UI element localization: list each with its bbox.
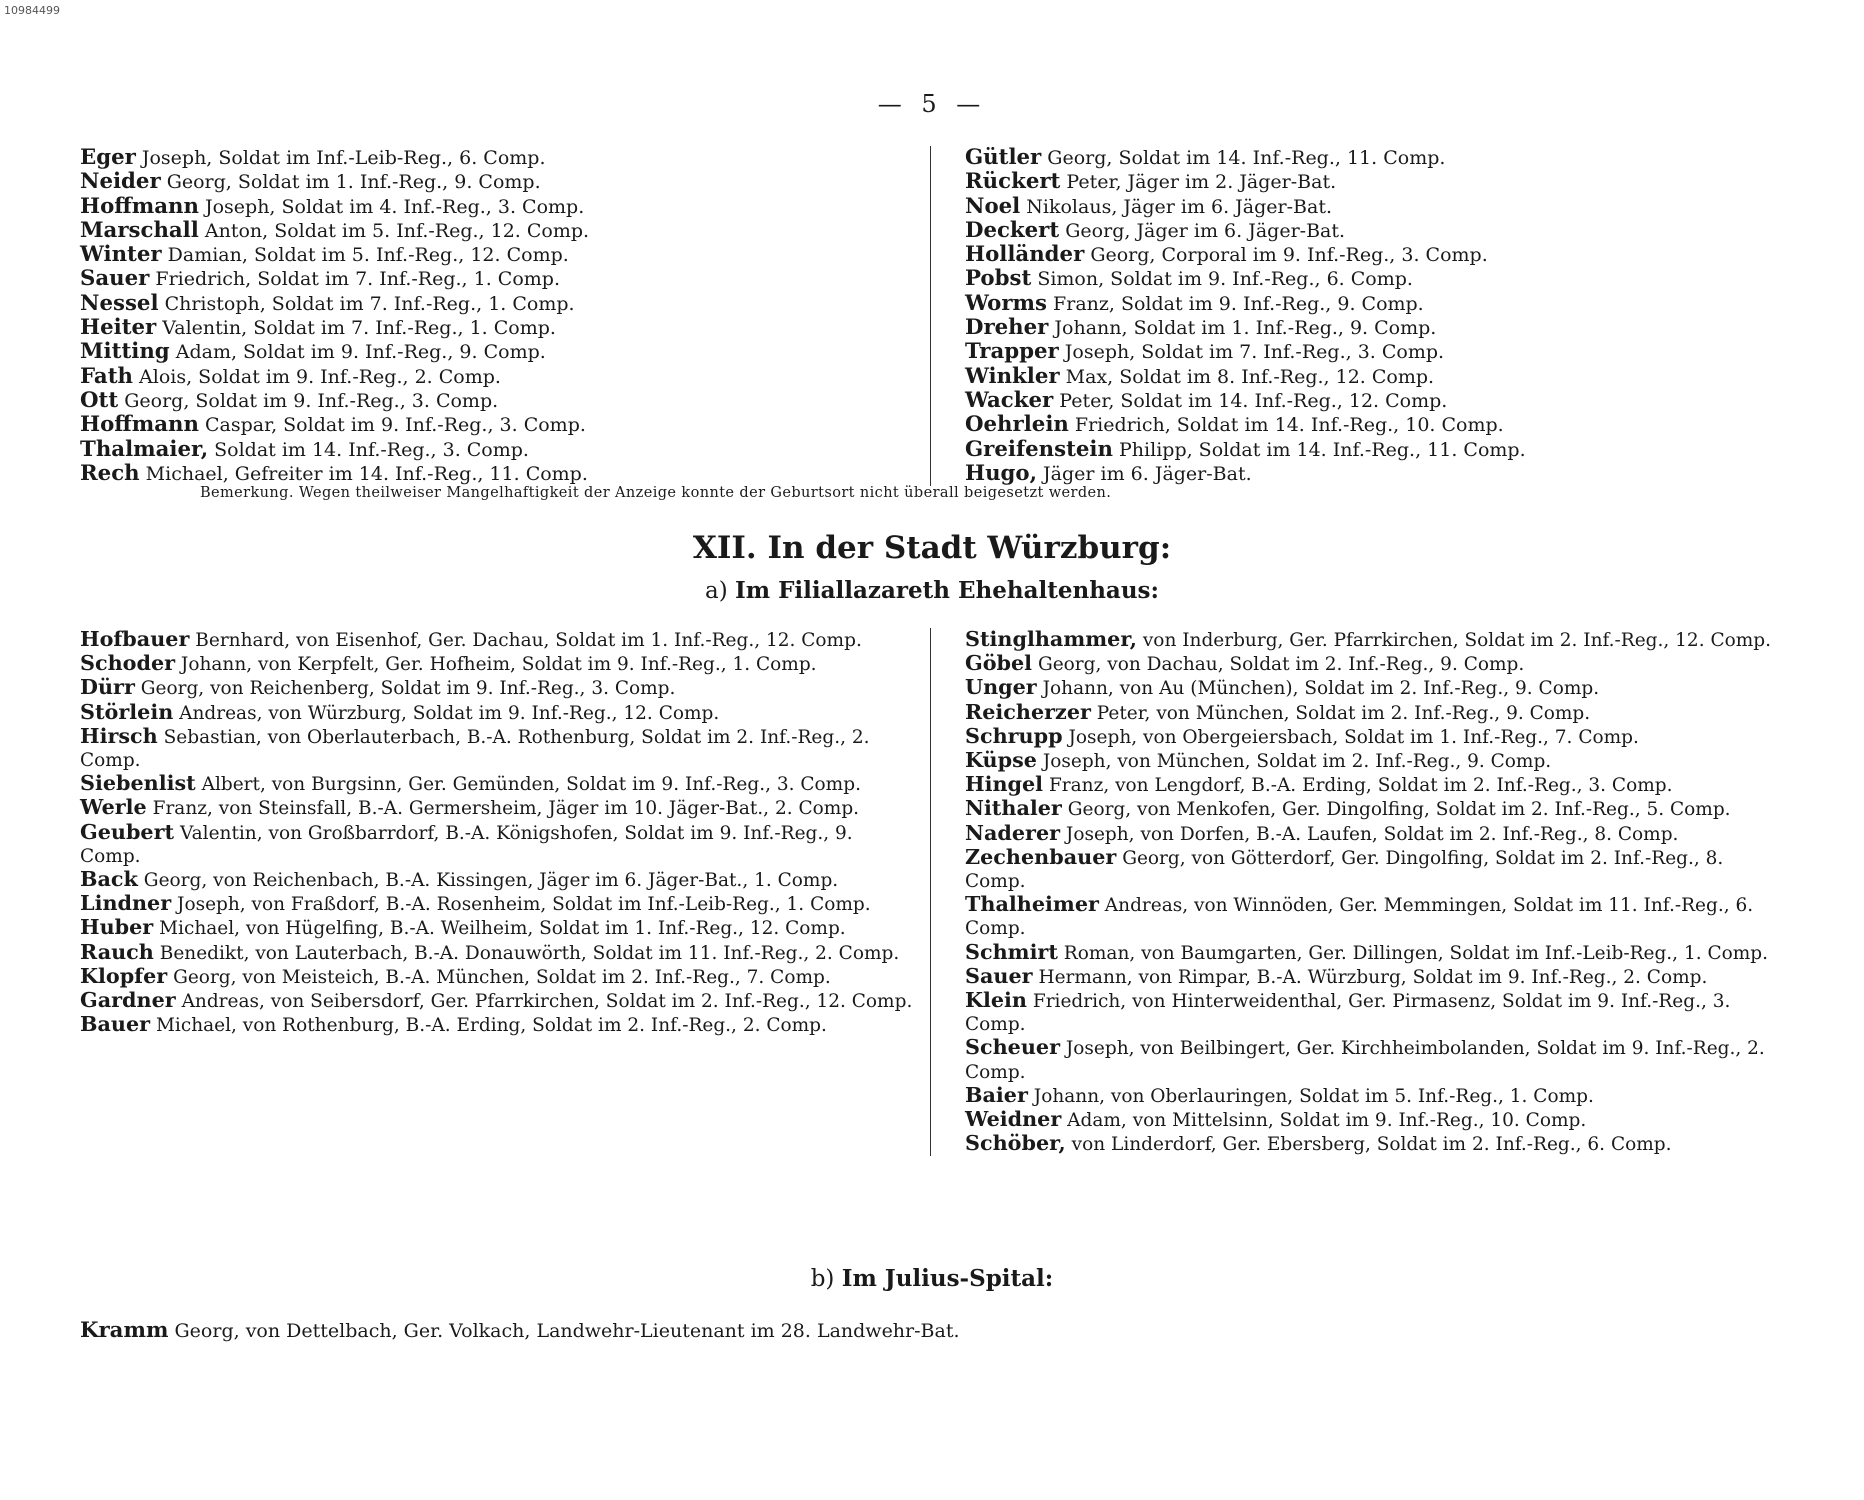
entry-details: Sebastian, von Oberlauterbach, B.-A. Rothenburg, Soldat im 2. Inf.-Reg., 2. Comp. [80, 726, 870, 772]
entry-details: Franz, von Lengdorf, B.-A. Erding, Soldat im 2. Inf.-Reg., 3. Comp. [1043, 775, 1673, 797]
entry-name: Göbel [965, 651, 1033, 676]
list-entry [965, 340, 1780, 364]
entry-details: Philipp, Soldat im 14. Inf.-Reg., 11. Comp. [1112, 438, 1526, 461]
list-entry [965, 243, 1780, 267]
list-entry [80, 316, 914, 340]
subsection-b-label: b) [810, 1266, 835, 1292]
entry-name: Nithaler [965, 796, 1062, 821]
entry-details: Andreas, von Winnöden, Ger. Memmingen, Soldat im 11. Inf.-Reg., 6. Comp. [965, 895, 1754, 940]
entry-details: Friedrich, von Hinterweidenthal, Ger. Pirmasenz, Soldat im 9. Inf.-Reg., 3. Comp. [965, 991, 1731, 1036]
entry-details: Georg, Soldat im 14. Inf.-Reg., 11. Comp. [1041, 147, 1446, 169]
list-entry [965, 1036, 1780, 1083]
list-entry [80, 821, 914, 868]
entry-details: Max, Soldat im 8. Inf.-Reg., 12. Comp. [1059, 365, 1435, 388]
entry-name: Schmirt [965, 939, 1058, 964]
entry-details: Georg, von Reichenbach, B.-A. Kissingen, Jäger im 6. Jäger-Bat., 1. Comp. [137, 870, 839, 892]
entry-name: Gütler [965, 145, 1042, 170]
entry-details: Joseph, von Dorfen, B.-A. Laufen, Soldat im 2. Inf.-Reg., 8. Comp. [1060, 823, 1679, 845]
entry-name: Dreher [965, 315, 1049, 341]
entry-details: Joseph, von Fraßdorf, B.-A. Rosenheim, Soldat im Inf.-Leib-Reg., 1. Comp. [171, 894, 871, 916]
list-entry [965, 773, 1780, 797]
entry-name: Werle [80, 795, 147, 820]
entry-details: Joseph, von München, Soldat im 2. Inf.-Reg., 9. Comp. [1036, 751, 1552, 773]
entry-details: Bernhard, von Eisenhof, Ger. Dachau, Soldat im 1. Inf.-Reg., 12. Comp. [189, 630, 862, 651]
bottom-left-column [80, 628, 930, 1156]
entry-details: Adam, von Mittelsinn, Soldat im 9. Inf.-Reg., 10. Comp. [1061, 1110, 1587, 1132]
entry-name: Trapper [965, 339, 1059, 365]
entry-name: Kramm [80, 1318, 169, 1343]
list-entry [80, 389, 914, 413]
entry-name: Heiter [80, 315, 157, 341]
remark-note: Bemerkung. Wegen theilweiser Mangelhaftigkeit der Anzeige konnte der Geburtsort nicht überall beigesetzt werden. [200, 485, 1112, 501]
entry-details: Alois, Soldat im 9. Inf.-Reg., 2. Comp. [133, 365, 501, 388]
list-entry [80, 267, 914, 291]
list-entry [965, 797, 1780, 821]
list-entry [80, 916, 914, 940]
entry-name: Naderer [965, 820, 1061, 845]
entry-details: Joseph, Soldat im Inf.-Leib-Reg., 6. Comp. [135, 147, 546, 169]
entry-name: Rauch [80, 939, 154, 964]
entry-name: Siebenlist [80, 771, 196, 796]
list-entry [965, 652, 1780, 676]
entry-details: Georg, Jäger im 6. Jäger-Bat. [1059, 219, 1346, 242]
entry-name: Noel [965, 193, 1021, 219]
entry-details: Michael, von Hügelfing, B.-A. Weilheim, Soldat im 1. Inf.-Reg., 12. Comp. [153, 918, 846, 940]
entry-name: Stinglhammer, [965, 627, 1137, 651]
entry-name: Thalheimer [965, 892, 1099, 917]
entry-name: Unger [965, 675, 1037, 700]
entry-details: Nikolaus, Jäger im 6. Jäger-Bat. [1020, 195, 1332, 218]
list-entry [965, 893, 1780, 940]
entry-details: von Inderburg, Ger. Pfarrkirchen, Soldat im 2. Inf.-Reg., 12. Comp. [1136, 630, 1772, 651]
entry-details: Valentin, Soldat im 7. Inf.-Reg., 1. Comp. [156, 317, 556, 340]
list-entry [965, 316, 1780, 340]
list-entry [965, 1132, 1780, 1156]
top-right-column [930, 146, 1780, 486]
list-entry [965, 146, 1780, 170]
list-entry [80, 340, 914, 364]
list-entry [80, 195, 914, 219]
list-entry [80, 941, 914, 965]
entry-details: Caspar, Soldat im 9. Inf.-Reg., 3. Comp. [198, 414, 586, 437]
list-entry [80, 146, 914, 170]
entry-name: Hingel [965, 772, 1044, 797]
entry-name: Winter [80, 242, 162, 268]
entry-details: Georg, von Götterdorf, Ger. Dingolfing, Soldat im 2. Inf.-Reg., 8. Comp. [965, 847, 1724, 893]
entry-details: Damian, Soldat im 5. Inf.-Reg., 12. Comp. [161, 244, 569, 267]
entry-name: Worms [965, 290, 1048, 316]
entry-name: Lindner [80, 891, 172, 916]
page-number: — 5 — [877, 90, 987, 118]
list-entry [80, 628, 914, 652]
section-heading [0, 530, 1864, 566]
entry-name: Mitting [80, 339, 170, 365]
entry-name: Back [80, 867, 138, 892]
entry-name: Oehrlein [965, 412, 1069, 438]
list-entry [965, 389, 1780, 413]
list-entry [965, 267, 1780, 291]
list-entry [80, 676, 914, 700]
list-entry [965, 413, 1780, 437]
entry-details: Andreas, von Würzburg, Soldat im 9. Inf.-Reg., 12. Comp. [173, 702, 720, 724]
bottom-columns [80, 628, 1780, 1156]
entry-details: Hermann, von Rimpar, B.-A. Würzburg, Soldat im 9. Inf.-Reg., 2. Comp. [1032, 966, 1708, 988]
entry-name: Reicherzer [965, 699, 1091, 724]
entry-details: Joseph, von Beilbingert, Ger. Kirchheimbolanden, Soldat im 9. Inf.-Reg., 2. Comp. [965, 1038, 1765, 1083]
subsection-b-title: Im Julius-Spital: [841, 1265, 1054, 1292]
entry-name: Baier [965, 1082, 1028, 1107]
list-entry [80, 701, 914, 725]
list-entry [80, 462, 914, 486]
entry-details: Georg, von Reichenberg, Soldat im 9. Inf.-Reg., 3. Comp. [134, 678, 676, 700]
subsection-a-title: Im Filiallazareth Ehehaltenhaus: [734, 577, 1159, 604]
entry-name: Hofbauer [80, 627, 190, 651]
entry-details: Georg, von Meisteich, B.-A. München, Soldat im 2. Inf.-Reg., 7. Comp. [167, 966, 831, 988]
entry-name: Gardner [80, 988, 176, 1013]
entry-details: Johann, Soldat im 1. Inf.-Reg., 9. Comp. [1048, 317, 1437, 340]
entry-details: Michael, Gefreiter im 14. Inf.-Reg., 11. Comp. [139, 462, 588, 485]
entry-details: Joseph, Soldat im 7. Inf.-Reg., 3. Comp. [1058, 341, 1445, 364]
entry-name: Küpse [965, 748, 1037, 773]
list-entry [965, 1084, 1780, 1108]
entry-name: Dürr [80, 675, 135, 700]
list-entry [965, 462, 1780, 486]
entry-name: Störlein [80, 699, 174, 724]
entry-details: Johann, von Au (München), Soldat im 2. Inf.-Reg., 9. Comp. [1036, 678, 1600, 700]
entry-details: Franz, Soldat im 9. Inf.-Reg., 9. Comp. [1047, 292, 1424, 315]
entry-name: Bauer [80, 1012, 151, 1037]
list-entry [965, 701, 1780, 725]
top-columns [80, 146, 1780, 486]
entry-name: Schoder [80, 651, 176, 676]
entry-details: Benedikt, von Lauterbach, B.-A. Donauwörth, Soldat im 11. Inf.-Reg., 2. Comp. [153, 942, 900, 964]
list-entry [80, 725, 914, 772]
list-entry [80, 892, 914, 916]
list-entry [80, 243, 914, 267]
list-entry [80, 965, 914, 989]
list-entry [80, 868, 914, 892]
entry-name: Greifenstein [965, 436, 1113, 462]
entry-details: Valentin, von Großbarrdorf, B.-A. Königshofen, Soldat im 9. Inf.-Reg., 9. Comp. [80, 822, 853, 867]
list-entry [80, 772, 914, 796]
entry-details: Georg, Soldat im 9. Inf.-Reg., 3. Comp. [118, 389, 499, 412]
entry-name: Hirsch [80, 723, 158, 748]
list-entry [80, 219, 914, 243]
entry-name: Hoffmann [80, 412, 199, 438]
entry-details: Peter, Jäger im 2. Jäger-Bat. [1060, 171, 1337, 194]
entry-details: Georg, von Dachau, Soldat im 2. Inf.-Reg., 9. Comp. [1032, 654, 1525, 676]
entry-name: Marschall [80, 217, 199, 243]
entry-details: Georg, Soldat im 1. Inf.-Reg., 9. Comp. [160, 171, 541, 194]
list-entry [80, 652, 914, 676]
entry-details: Albert, von Burgsinn, Ger. Gemünden, Soldat im 9. Inf.-Reg., 3. Comp. [195, 774, 861, 796]
entry-details: Peter, von München, Soldat im 2. Inf.-Reg., 9. Comp. [1090, 702, 1591, 724]
entry-details: Friedrich, Soldat im 14. Inf.-Reg., 10. Comp. [1068, 414, 1504, 437]
list-entry [80, 413, 914, 437]
list-entry [965, 725, 1780, 749]
bottom-right-column [930, 628, 1780, 1156]
entry-name: Holländer [965, 242, 1085, 268]
entry-details: Adam, Soldat im 9. Inf.-Reg., 9. Comp. [169, 341, 546, 364]
entry-name: Eger [80, 145, 136, 170]
list-entry [965, 170, 1780, 194]
list-entry [965, 965, 1780, 989]
list-entry [80, 292, 914, 316]
entry-name: Pobst [965, 266, 1032, 292]
entry-details: Friedrich, Soldat im 7. Inf.-Reg., 1. Comp. [149, 268, 560, 291]
list-entry [80, 796, 914, 820]
list-entry [965, 195, 1780, 219]
entry-name: Sauer [80, 266, 150, 292]
entry-details: Anton, Soldat im 5. Inf.-Reg., 12. Comp. [198, 219, 590, 242]
entry-name: Klein [965, 988, 1027, 1013]
list-entry [80, 438, 914, 462]
entry-details: Christoph, Soldat im 7. Inf.-Reg., 1. Comp. [158, 292, 575, 315]
page-id: 10984499 [4, 4, 60, 17]
entry-name: Nessel [80, 290, 159, 316]
list-entry [965, 1108, 1780, 1132]
entry-details: Simon, Soldat im 9. Inf.-Reg., 6. Comp. [1031, 268, 1413, 291]
list-entry [965, 628, 1780, 652]
section-number: XII. [692, 530, 757, 566]
entry-name: Zechenbauer [965, 844, 1117, 869]
list-entry [965, 365, 1780, 389]
list-entry [965, 822, 1780, 846]
entry-details: Johann, von Kerpfelt, Ger. Hofheim, Soldat im 9. Inf.-Reg., 1. Comp. [175, 654, 817, 676]
entry-details: Soldat im 14. Inf.-Reg., 3. Comp. [208, 438, 529, 461]
entry-details: Andreas, von Seibersdorf, Ger. Pfarrkirchen, Soldat im 2. Inf.-Reg., 12. Comp. [175, 991, 913, 1013]
entry-details: Franz, von Steinsfall, B.-A. Germersheim, Jäger im 10. Jäger-Bat., 2. Comp. [146, 798, 860, 820]
entry-details: Roman, von Baumgarten, Ger. Dillingen, Soldat im Inf.-Leib-Reg., 1. Comp. [1057, 942, 1769, 964]
entry-name: Scheuer [965, 1035, 1060, 1060]
entry-name: Sauer [965, 963, 1033, 988]
entry-details: Jäger im 6. Jäger-Bat. [1037, 462, 1252, 485]
entry-name: Huber [80, 915, 154, 940]
list-entry [965, 749, 1780, 773]
entry-name: Weidner [965, 1107, 1062, 1132]
entry-details: Georg, von Dettelbach, Ger. Volkach, Landwehr-Lieutenant im 28. Landwehr-Bat. [168, 1320, 960, 1342]
entry-details: Georg, von Menkofen, Ger. Dingolfing, Soldat im 2. Inf.-Reg., 5. Comp. [1061, 799, 1731, 821]
list-entry [80, 1013, 914, 1037]
list-entry [965, 989, 1780, 1036]
subsection-b-heading [0, 1265, 1864, 1292]
entry-details: Johann, von Oberlauringen, Soldat im 5. Inf.-Reg., 1. Comp. [1027, 1085, 1594, 1107]
list-entry [965, 846, 1780, 893]
entry-details: Michael, von Rothenburg, B.-A. Erding, Soldat im 2. Inf.-Reg., 2. Comp. [150, 1015, 827, 1037]
entry-name: Ott [80, 387, 119, 413]
list-entry [965, 941, 1780, 965]
entry-name: Geubert [80, 819, 175, 844]
entry-name: Schrupp [965, 723, 1063, 748]
entry-name: Rech [80, 460, 140, 486]
subsection-a-label: a) [704, 578, 728, 604]
section-title: In der Stadt Würzburg: [767, 530, 1172, 566]
julius-spital-entry [80, 1318, 960, 1343]
list-entry [965, 438, 1780, 462]
entry-name: Hoffmann [80, 193, 199, 219]
entry-name: Wacker [965, 387, 1054, 413]
subsection-a-heading [0, 577, 1864, 604]
list-entry [80, 170, 914, 194]
list-entry [80, 989, 914, 1013]
entry-name: Hugo, [965, 460, 1038, 486]
entry-name: Thalmaier, [80, 436, 209, 462]
list-entry [965, 292, 1780, 316]
entry-name: Fath [80, 363, 133, 389]
entry-details: Georg, Corporal im 9. Inf.-Reg., 3. Comp. [1084, 244, 1488, 267]
entry-details: Joseph, von Obergeiersbach, Soldat im 1. Inf.-Reg., 7. Comp. [1062, 726, 1639, 748]
entry-name: Rückert [965, 169, 1061, 195]
entry-name: Winkler [965, 363, 1060, 389]
entry-details: von Linderdorf, Ger. Ebersberg, Soldat im 2. Inf.-Reg., 6. Comp. [1065, 1134, 1672, 1156]
top-left-column [80, 146, 930, 486]
entry-name: Deckert [965, 217, 1060, 243]
entry-name: Klopfer [80, 963, 168, 988]
entry-details: Joseph, Soldat im 4. Inf.-Reg., 3. Comp. [198, 195, 585, 218]
entry-name: Neider [80, 169, 161, 195]
list-entry [965, 219, 1780, 243]
list-entry [965, 676, 1780, 700]
entry-details: Peter, Soldat im 14. Inf.-Reg., 12. Comp. [1053, 389, 1448, 412]
list-entry [80, 365, 914, 389]
entry-name: Schöber, [965, 1131, 1066, 1156]
